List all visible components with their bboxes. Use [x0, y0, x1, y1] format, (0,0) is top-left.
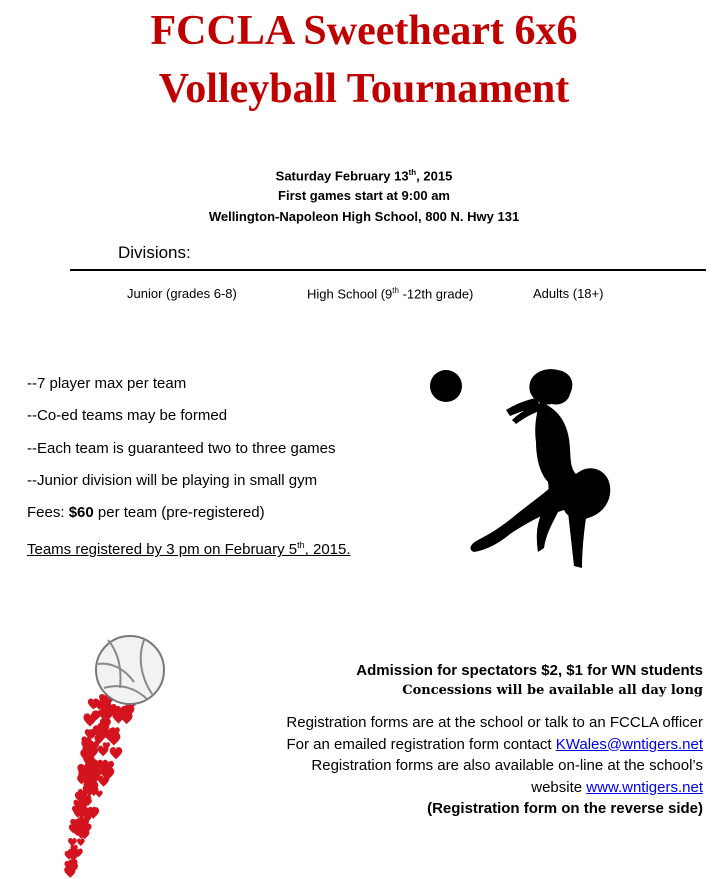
division-adults: Adults (18+) [533, 286, 604, 301]
rule-item: --Junior division will be playing in small gym [27, 471, 318, 489]
registration-deadline: Teams registered by 3 pm on February 5th, 2015. [27, 540, 351, 559]
fees-line: Fees: $60 per team (pre-registered) [27, 504, 265, 522]
registration-line-1: Registration forms are at the school or talk to an FCCLA officer [286, 714, 703, 731]
event-start-time: First games start at 9:00 am [278, 188, 450, 203]
registration-line-5: (Registration form on the reverse side) [427, 800, 703, 817]
rule-item: --Each team is guaranteed two to three games [27, 439, 336, 457]
concessions-info: Concessions will be available all day long [402, 683, 703, 698]
heart-icon [110, 747, 122, 760]
heart-icon [77, 839, 85, 847]
registration-info [286, 712, 703, 820]
title-line-2: Volleyball Tournament [158, 66, 570, 112]
registration-line-2: For an emailed registration form contact KWales@wntigers.net [286, 735, 703, 753]
volleyball-player-silhouette-icon [418, 362, 618, 577]
registration-line-3: Registration forms are also available on-line at the school’s [311, 757, 703, 774]
divider-line [70, 269, 706, 271]
heart-trail-volleyball-icon [48, 628, 178, 878]
event-location: Wellington-Napoleon High School, 800 N. Hwy 131 [208, 209, 520, 224]
rule-item: --Co-ed teams may be formed [27, 407, 228, 425]
rules-list [27, 374, 351, 568]
title-line-1: FCCLA Sweetheart 6x6 [150, 8, 578, 54]
divisions-heading: Divisions: [118, 243, 191, 262]
division-junior: Junior (grades 6-8) [127, 286, 237, 301]
email-link[interactable]: KWales@wntigers.net [555, 735, 703, 753]
heart-icon [96, 791, 103, 798]
registration-line-4: website www.wntigers.net [531, 778, 703, 796]
rule-item: --7 player max per team [27, 375, 187, 392]
division-high-school: High School (9th -12th grade) [307, 286, 474, 302]
website-link[interactable]: www.wntigers.net [586, 778, 703, 796]
admission-info: Admission for spectators $2, $1 for WN students [356, 662, 703, 679]
event-date: Saturday February 13th, 2015 [275, 168, 453, 184]
